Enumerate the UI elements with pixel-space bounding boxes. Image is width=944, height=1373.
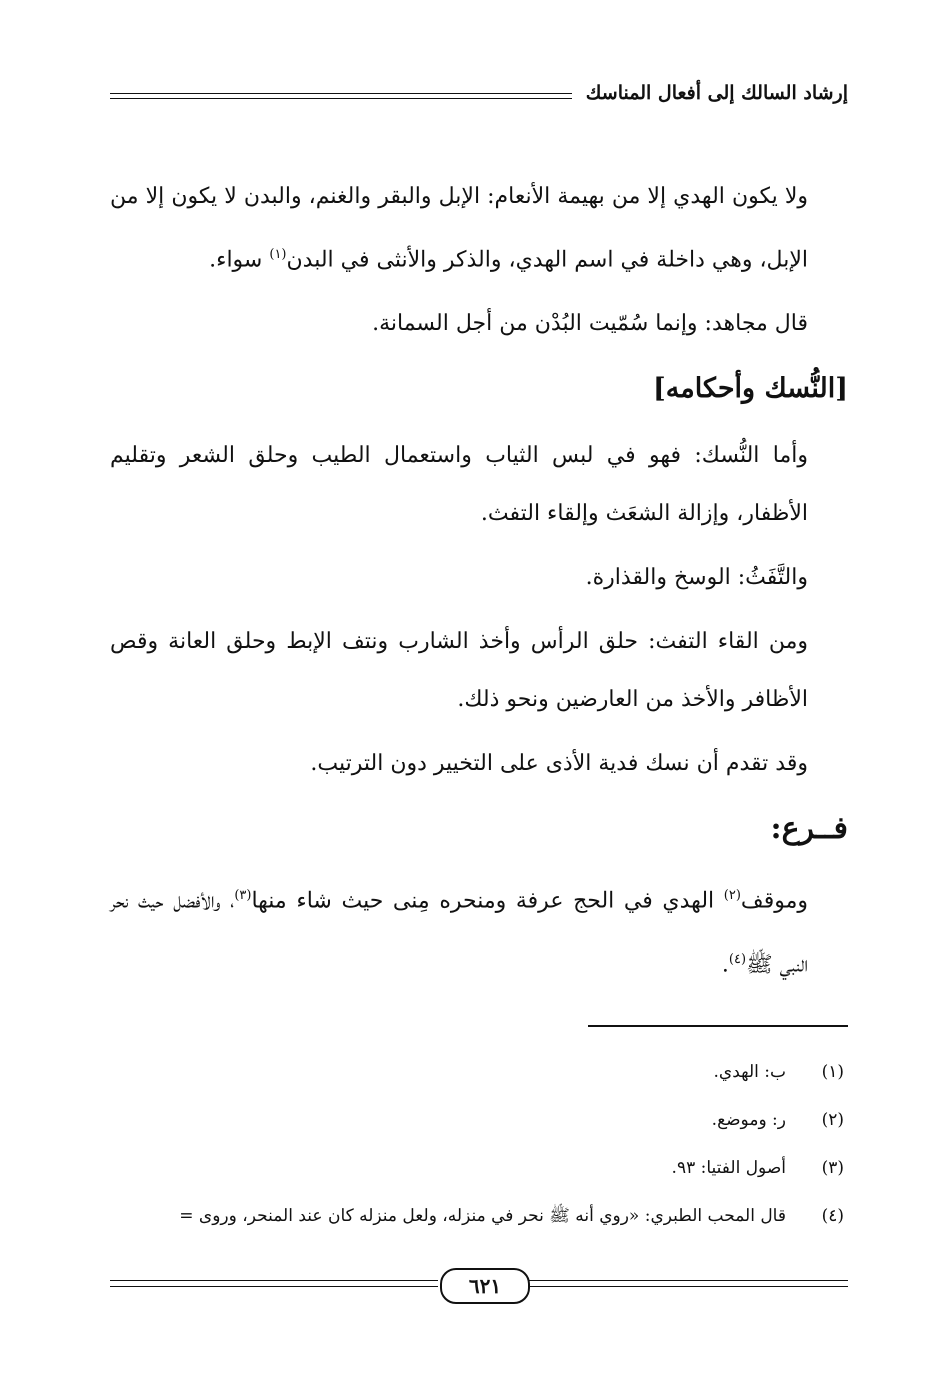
paragraph-text: سواء.: [209, 247, 270, 273]
paragraph: والتَّفَثُ: الوسخ والقذارة.: [585, 565, 808, 591]
footnote-ref[interactable]: (٢): [723, 888, 741, 904]
footnote-text: ب: الهدي.: [713, 1062, 786, 1082]
running-header: [110, 78, 848, 114]
footnote-ref[interactable]: (١): [269, 247, 287, 262]
paragraph: [110, 168, 848, 289]
footnote: [110, 1192, 844, 1240]
footnote-text: ر: وموضع.: [711, 1110, 786, 1130]
footnote: [110, 1096, 844, 1144]
footnote-number: (٣): [821, 1158, 844, 1178]
paragraph: ومن القاء التفث: حلق الرأس وأخذ الشارب ونتف الإبط وحلق العانة وقص الأظافر والأخذ من العارضين ونحو ذلك.: [110, 629, 808, 713]
footer-rule: [520, 1280, 848, 1281]
paragraph: وأما النُّسك: فهو في لبس الثياب واستعمال الطيب وحلق الشعر وتقليم الأظفار، وإزالة الشعَث وإلقاء التفث.: [110, 443, 808, 527]
footnote-text: قال المحب الطبري: «روي أنه ﷺ نحر في منزله، ولعل منزله كان عند المنحر، وروى =: [179, 1206, 786, 1226]
header-rule: [110, 93, 650, 94]
footnote: [110, 1048, 844, 1096]
subsection-heading: فــرع:: [770, 811, 848, 847]
footnote-separator: [588, 1025, 848, 1027]
section-heading: [النُّسك وأحكامه]: [653, 373, 848, 405]
footnotes: [110, 1048, 844, 1240]
footnote-text: أصول الفتيا: ٩٣.: [671, 1158, 786, 1178]
footer-rule: [110, 1280, 438, 1281]
paragraph: [110, 867, 848, 994]
footnote-ref[interactable]: (٤): [728, 951, 747, 967]
paragraph-text: ولا يكون الهدي إلا من بهيمة الأنعام: الإبل والبقر والغنم، والبدن لا يكون إلا من الإبل، وهي داخلة في اسم الهدي، والذكر والأنثى في البدن: [110, 184, 808, 273]
paragraph: قال مجاهد: وإنما سُمّيت البُدْن من أجل السمانة.: [372, 311, 808, 337]
paragraph-text: الهدي في الحج عرفة ومنحره مِنى حيث شاء منها: [251, 888, 724, 914]
footer-rule: [110, 1286, 438, 1287]
paragraph-text: .: [721, 951, 729, 977]
footer-rule: [520, 1286, 848, 1287]
footnote-ref[interactable]: (٣): [234, 888, 252, 904]
footnote-number: (٢): [821, 1110, 844, 1130]
footnote-number: (٤): [821, 1206, 844, 1226]
footnote-number: (١): [821, 1062, 844, 1082]
page-number: ٦٢١: [440, 1268, 530, 1304]
paragraph: وقد تقدم أن نسك فدية الأذى على التخيير دون الترتيب.: [310, 751, 808, 777]
book-title: إرشاد السالك إلى أفعال المناسك: [572, 82, 848, 104]
paragraph-text: ، والأفضل حيث نحر النبي ﷺ: [110, 888, 808, 977]
paragraph-text: وموقف: [740, 888, 808, 914]
footnote: [110, 1144, 844, 1192]
page-footer: [110, 1268, 848, 1302]
main-text: [110, 168, 848, 1000]
header-rule: [110, 98, 650, 99]
